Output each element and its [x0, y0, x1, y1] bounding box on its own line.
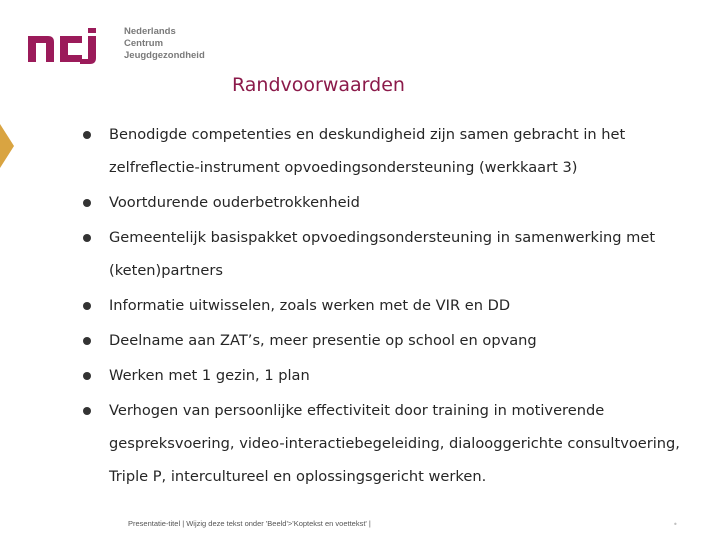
- logo-line: Nederlands: [124, 26, 176, 37]
- bullet-dot-icon: [83, 199, 91, 207]
- bullet-text: Informatie uitwisselen, zoals werken met de VIR en DD: [109, 297, 511, 314]
- side-marker-arrow-icon: [0, 124, 14, 168]
- bullet-dot-icon: [83, 302, 91, 310]
- bullet-dot-icon: [83, 131, 91, 139]
- list-item: [80, 118, 680, 184]
- logo: [28, 22, 228, 72]
- bullet-dot-icon: [83, 337, 91, 345]
- bullet-text: Gemeentelijk basispakket opvoedingsondersteuning in samenwerking met (keten)partners: [109, 229, 656, 279]
- footer-mark: •: [673, 520, 678, 529]
- list-item: [80, 324, 680, 357]
- footer-text: Presentatie-titel | Wijzig deze tekst onder 'Beeld'>'Koptekst en voettekst' |: [128, 519, 371, 528]
- ncj-logo-icon: [28, 28, 118, 64]
- bullet-text: Deelname aan ZAT’s, meer presentie op school en opvang: [109, 332, 537, 349]
- bullet-dot-icon: [83, 234, 91, 242]
- list-item: [80, 359, 680, 392]
- bullet-text: Verhogen van persoonlijke effectiviteit door training in motiverende gespreksvoering, video-interactiebegeleiding, dialooggerichte consultvoering, Triple P, intercultureel en oplossingsgericht werken.: [109, 402, 680, 485]
- bullet-dot-icon: [83, 372, 91, 380]
- bullet-text: Werken met 1 gezin, 1 plan: [109, 367, 310, 384]
- page-title: Randvoorwaarden: [232, 74, 405, 96]
- bullet-text: Voortdurende ouderbetrokkenheid: [109, 194, 360, 211]
- logo-text: [124, 26, 205, 62]
- list-item: [80, 221, 680, 287]
- list-item: [80, 289, 680, 322]
- logo-line: Centrum: [124, 38, 164, 49]
- list-item: [80, 394, 680, 493]
- bullet-list: [80, 118, 680, 493]
- list-item: [80, 186, 680, 219]
- logo-line: Jeugdgezondheid: [124, 50, 205, 61]
- bullet-text: Benodigde competenties en deskundigheid zijn samen gebracht in het zelfreflectie-instrument opvoedingsondersteuning (werkkaart 3): [109, 126, 626, 176]
- bullet-dot-icon: [83, 407, 91, 415]
